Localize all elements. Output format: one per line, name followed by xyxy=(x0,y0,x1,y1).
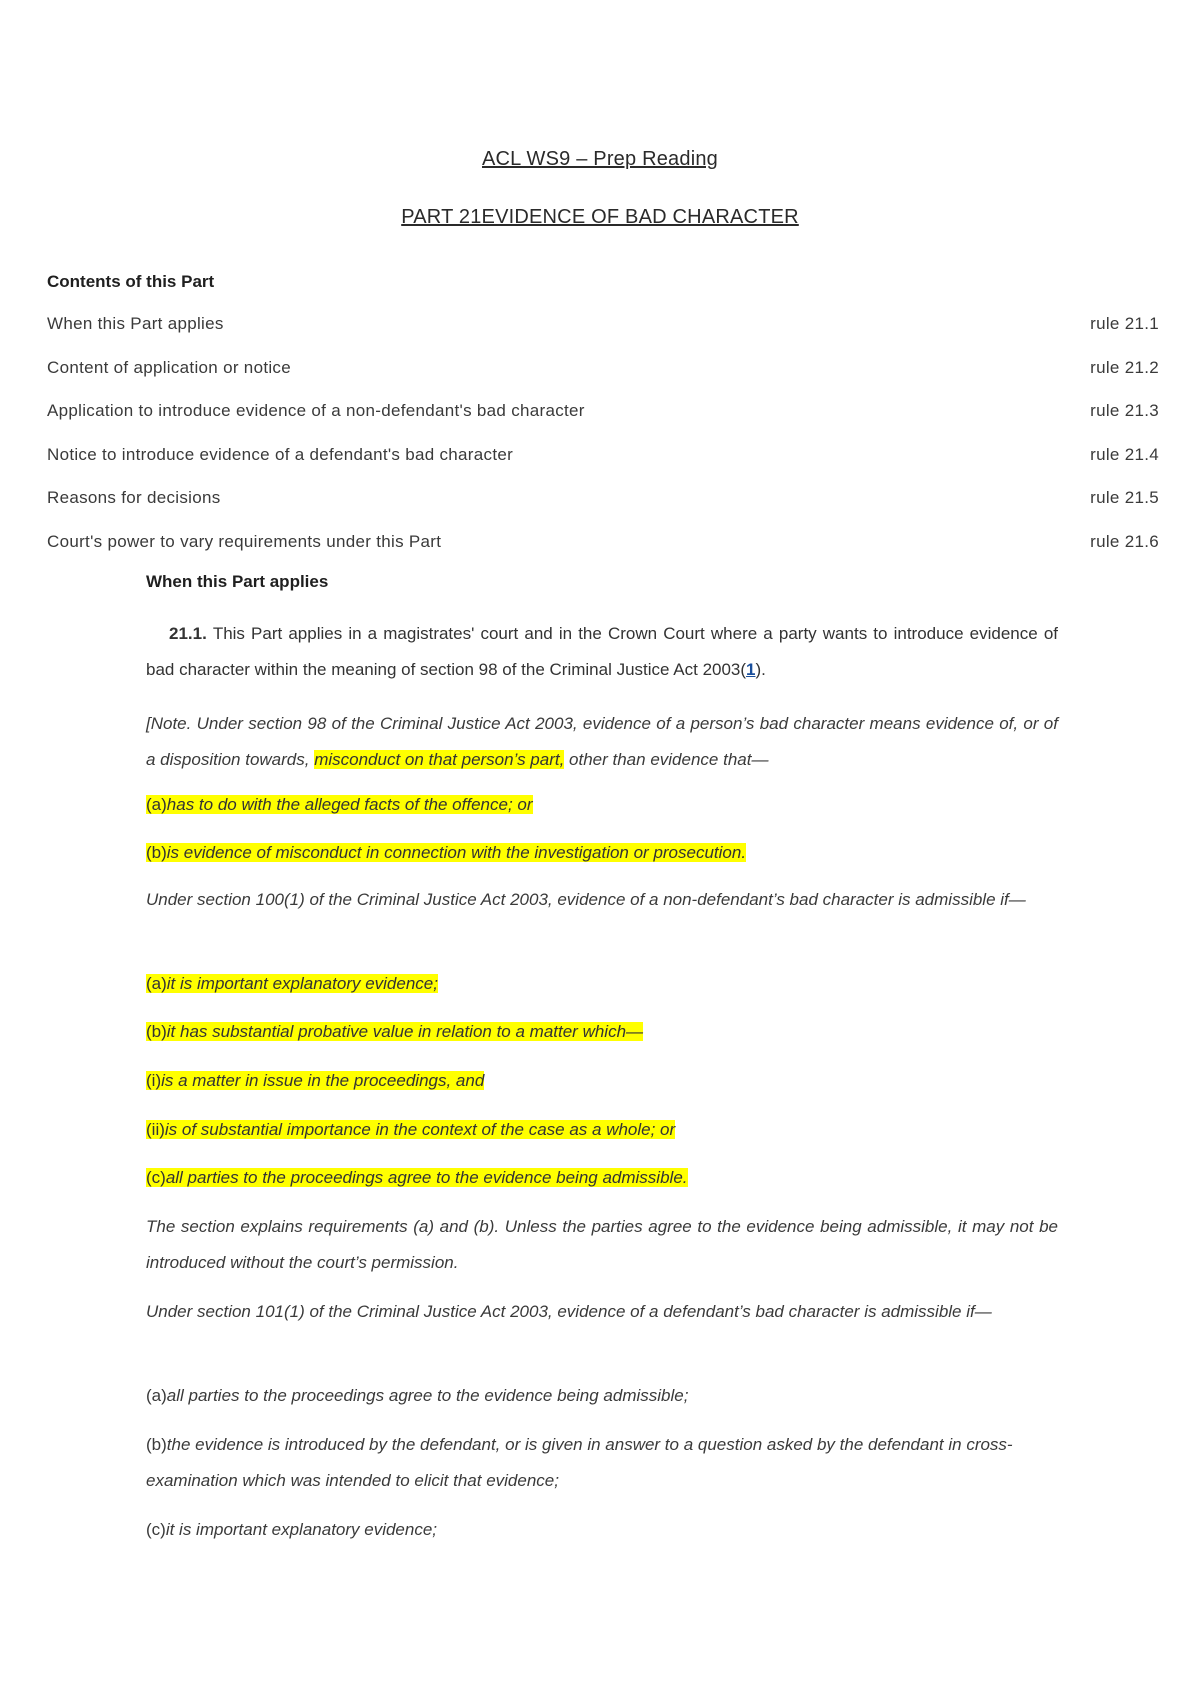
item-letter: (a) xyxy=(146,1386,167,1405)
list-item xyxy=(146,835,1058,871)
item-text: the evidence is introduced by the defendant, or is given in answer to a question asked by the defendant in cross-examination which was intended to elicit that evidence; xyxy=(146,1435,1013,1490)
item-text: has to do with the alleged facts of the offence; or xyxy=(166,795,533,814)
toc-rule: rule 21.3 xyxy=(1090,401,1159,420)
toc-row xyxy=(47,532,1159,576)
rule-text-end: ). xyxy=(755,660,766,679)
list-item xyxy=(146,1427,1058,1499)
section-heading: When this Part applies xyxy=(146,572,329,591)
table-of-contents xyxy=(47,314,1159,575)
toc-rule: rule 21.2 xyxy=(1090,357,1159,377)
contents-heading: Contents of this Part xyxy=(47,272,215,291)
rule-paragraph xyxy=(146,616,1058,688)
toc-label: When this Part applies xyxy=(47,314,224,333)
note-paragraph xyxy=(146,706,1058,778)
toc-row xyxy=(47,314,1159,358)
highlighted-text: misconduct on that person’s part, xyxy=(314,750,565,769)
item-letter: (b) xyxy=(146,843,167,862)
footnote-link[interactable]: 1 xyxy=(746,660,756,679)
list-item xyxy=(146,1112,1058,1148)
toc-rule: rule 21.4 xyxy=(1090,444,1159,464)
toc-label: Application to introduce evidence of a non-defendant's bad character xyxy=(47,401,585,420)
list-item xyxy=(146,1512,1058,1548)
note-text-end: other than evidence that— xyxy=(564,750,769,769)
toc-row xyxy=(47,401,1159,445)
list-item xyxy=(146,1160,1058,1196)
rule-text: This Part applies in a magistrates' court and in the Crown Court where a party wants to introduce evidence of bad character within the meaning of section 98 of the Criminal Justice Act 2003( xyxy=(146,624,1058,679)
list-item xyxy=(146,966,1058,1002)
toc-rule: rule 21.6 xyxy=(1090,531,1159,551)
part-title: PART 21EVIDENCE OF BAD CHARACTER xyxy=(401,206,799,228)
item-text: it has substantial probative value in relation to a matter which— xyxy=(166,1022,644,1041)
toc-row xyxy=(47,488,1159,532)
item-letter: (i) xyxy=(146,1071,162,1090)
toc-rule: rule 21.5 xyxy=(1090,488,1159,507)
s101-intro: Under section 101(1) of the Criminal Justice Act 2003, evidence of a defendant’s bad character is admissible if— xyxy=(146,1302,992,1321)
item-text: is of substantial importance in the context of the case as a whole; or xyxy=(164,1120,676,1139)
s100-intro: Under section 100(1) of the Criminal Justice Act 2003, evidence of a non-defendant’s bad character is admissible if— xyxy=(146,890,1026,909)
list-item xyxy=(146,1378,1058,1414)
item-letter: (a) xyxy=(146,974,167,993)
list-item xyxy=(146,1063,1058,1099)
list-item xyxy=(146,1014,1058,1050)
item-text: it is important explanatory evidence; xyxy=(165,1520,438,1539)
item-text: is a matter in issue in the proceedings, and xyxy=(161,1071,485,1090)
item-text: all parties to the proceedings agree to the evidence being admissible. xyxy=(165,1168,688,1187)
item-letter: (c) xyxy=(146,1520,166,1539)
toc-label: Court's power to vary requirements under this Part xyxy=(47,531,442,551)
toc-label: Notice to introduce evidence of a defendant's bad character xyxy=(47,444,514,464)
document-title: ACL WS9 – Prep Reading xyxy=(481,148,718,170)
toc-row xyxy=(47,358,1159,402)
item-text: all parties to the proceedings agree to the evidence being admissible; xyxy=(166,1386,689,1405)
toc-rule: rule 21.1 xyxy=(1090,314,1159,333)
toc-label: Reasons for decisions xyxy=(47,488,221,507)
note-text: [Note. Under section 98 of the Criminal Justice Act 2003, evidence of a person’s bad character means evidence of, or of a disposition towards, xyxy=(146,714,1058,769)
toc-row xyxy=(47,445,1159,489)
toc-label: Content of application or notice xyxy=(47,357,291,377)
s100-explanation: The section explains requirements (a) and (b). Unless the parties agree to the evidence being admissible, it may not be introduced without the court’s permission. xyxy=(146,1217,1058,1272)
item-text: is evidence of misconduct in connection with the investigation or prosecution. xyxy=(166,843,747,862)
item-letter: (c) xyxy=(146,1168,166,1187)
list-item xyxy=(146,787,1058,823)
item-letter: (b) xyxy=(146,1022,167,1041)
rule-number: 21.1. xyxy=(169,624,207,643)
item-letter: (ii) xyxy=(146,1120,165,1139)
item-letter: (b) xyxy=(146,1435,167,1454)
item-letter: (a) xyxy=(146,795,167,814)
item-text: it is important explanatory evidence; xyxy=(166,974,438,993)
